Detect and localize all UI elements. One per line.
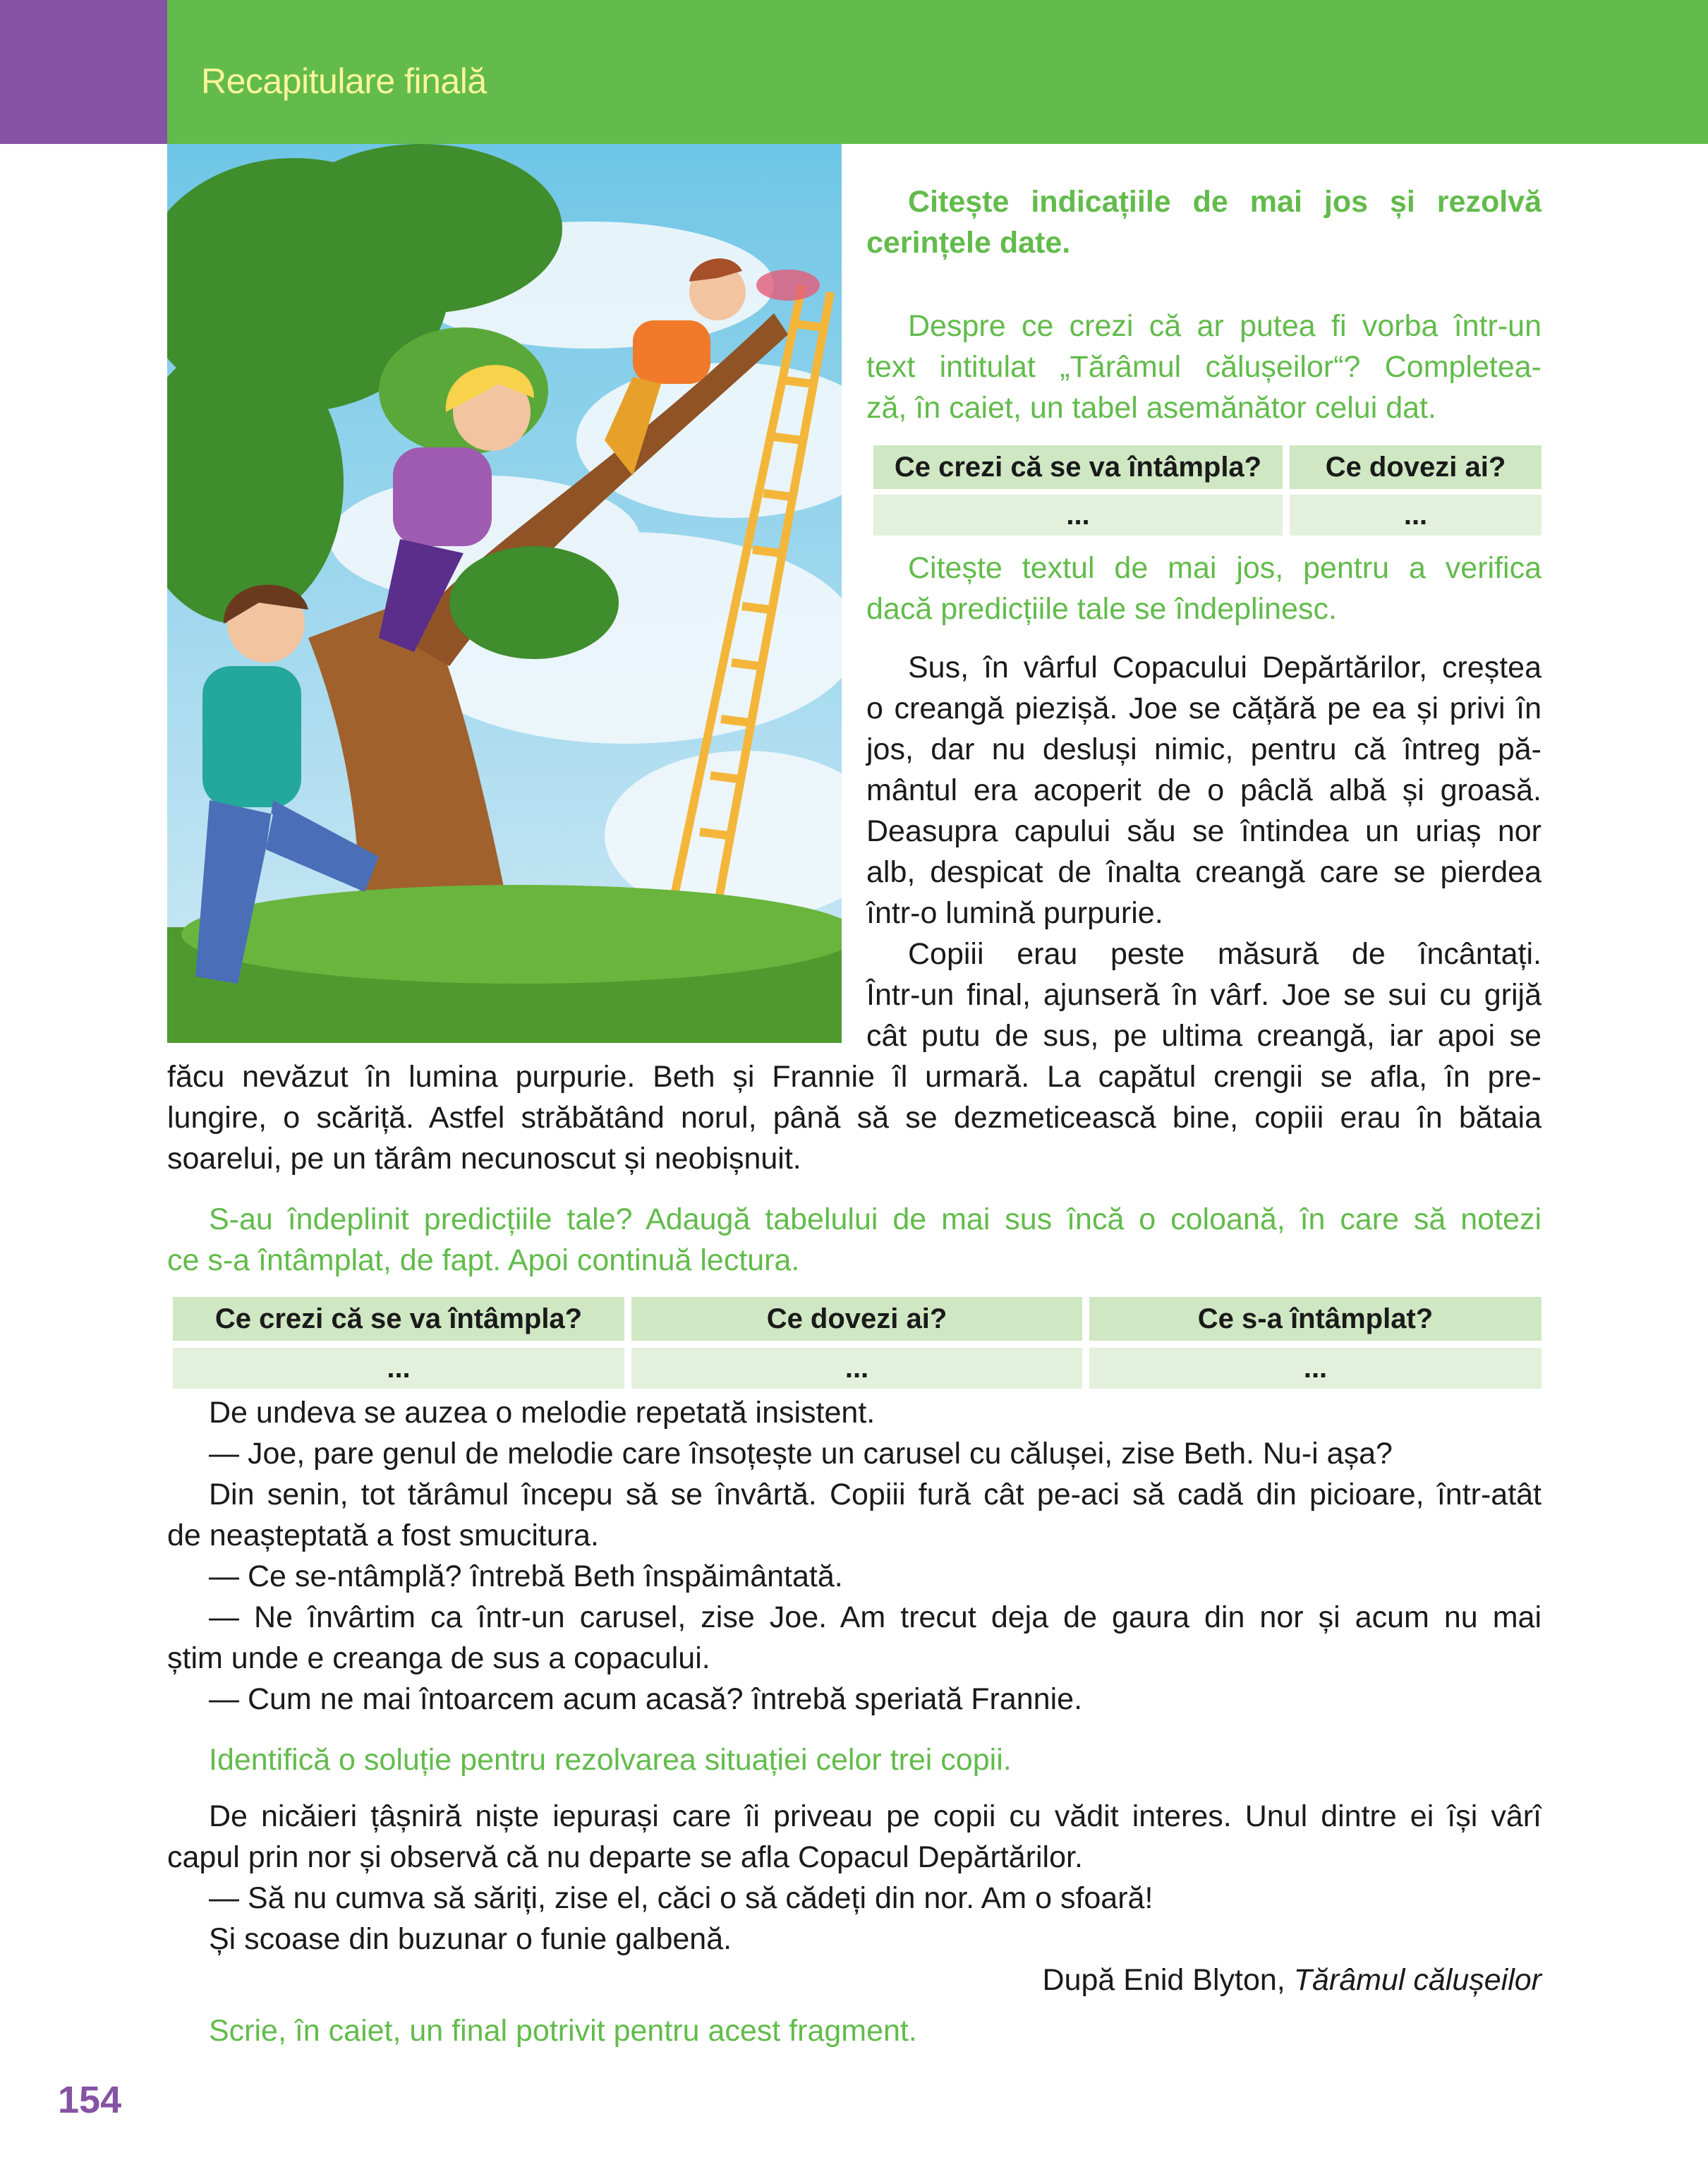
text-line: S-au îndeplinit predicțiile tale? Adaugă tabelului de mai sus încă o coloană, în care să notezi <box>209 1202 1542 1236</box>
text-line: Scrie, în caiet, un final potrivit pentru acest fragment. <box>209 2014 917 2048</box>
table-header-cell: Ce dovezi ai? <box>631 1297 1082 1341</box>
text-line: capul prin nor și observă că nu departe se afla Copacul Depărtărilor. <box>167 1840 1083 1874</box>
attribution-author: După Enid Blyton, <box>1042 1963 1294 1997</box>
text-line: știm unde e creanga de sus a copacului. <box>167 1641 710 1675</box>
text-line: dacă predicțiile tale se îndeplinesc. <box>866 592 1337 626</box>
text-line: Din senin, tot tărâmul începu să se învârtă. Copiii fură cât pe-aci să cadă din picioare, într-atât <box>209 1478 1542 1511</box>
text-line: — Cum ne mai întoarcem acum acasă? întrebă speriată Frannie. <box>209 1682 1083 1716</box>
table-header-cell: Ce crezi că se va întâmpla? <box>873 445 1283 489</box>
text-line: De undeva se auzea o melodie repetată insistent. <box>209 1396 876 1430</box>
illustration-children-climbing-tree <box>167 144 842 1043</box>
text-line: Citește textul de mai jos, pentru a verifica <box>908 551 1542 585</box>
text-line: De nicăieri țâșniră niște iepurași care îi priveau pe copii cu vădit interes. Unul dintre ei își vârî <box>209 1799 1542 1833</box>
text-line: text intitulat „Tărâmul călușeilor“? Completea- <box>866 350 1542 384</box>
table-cell: ... <box>1089 1348 1542 1389</box>
table-row <box>173 1348 1542 1389</box>
text-line: ză, în caiet, un tabel asemănător celui dat. <box>866 391 1436 425</box>
text-line: de neașteptată a fost smucitura. <box>167 1519 599 1552</box>
text-line: alb, despicat de înalta creangă care se pierdea <box>866 855 1542 889</box>
page-number: 154 <box>58 2079 122 2121</box>
prediction-table-extended <box>173 1297 1542 1389</box>
story-paragraph-1-continued <box>167 1056 1542 1179</box>
text-line: făcu nevăzut în lumina purpurie. Beth și Frannie îl urmară. La capătul crengii se afla, în pre- <box>167 1060 1542 1094</box>
text-line: Identifică o soluție pentru rezolvarea situației celor trei copii. <box>209 1743 1012 1777</box>
text-line: jos, dar nu desluși nimic, pentru că întreg pă- <box>866 732 1542 766</box>
text-line: Despre ce crezi că ar putea fi vorba într-un <box>908 309 1542 343</box>
text-line: cerințele date. <box>866 226 1071 260</box>
text-line: Și scoase din buzunar o funie galbenă. <box>209 1922 732 1956</box>
text-line: o creangă piezișă. Joe se cățără pe ea și privi în <box>866 692 1542 725</box>
text-line: Copiii erau peste măsură de încântați. <box>908 937 1542 971</box>
instruction-check <box>167 1199 1542 1281</box>
text-line: Într-un final, ajunseră în vârf. Joe se sui cu grijă <box>866 978 1542 1012</box>
table-cell: ... <box>873 495 1283 536</box>
table-cell: ... <box>173 1348 624 1389</box>
instruction-verify <box>866 548 1542 629</box>
text-line: Citește indicațiile de mai jos și rezolvă <box>908 185 1542 219</box>
instruction-ending <box>167 2010 1542 2051</box>
story-paragraph-1 <box>866 647 1542 1056</box>
text-line: cât putu de sus, pe ultima creangă, iar apoi se <box>866 1019 1542 1053</box>
page-title: Recapitulare finală <box>201 61 487 101</box>
text-line: Deasupra capului său se întindea un uriaș nor <box>866 814 1542 848</box>
text-line: lungire, o scăriță. Astfel străbătând norul, până să se dezmeticească bine, copiii erau în bătaia <box>167 1101 1542 1135</box>
text-line: ce s-a întâmplat, de fapt. Apoi continuă lectura. <box>167 1243 800 1277</box>
table-cell: ... <box>631 1348 1082 1389</box>
instruction-solution <box>167 1739 1542 1780</box>
story-paragraph-2 <box>167 1392 1542 1720</box>
story-paragraph-3 <box>167 1796 1542 2000</box>
table-header-cell: Ce s-a întâmplat? <box>1089 1297 1542 1341</box>
table-header-cell: Ce crezi că se va întâmpla? <box>173 1297 624 1341</box>
text-line: într-o lumină purpurie. <box>866 896 1163 930</box>
attribution <box>167 1960 1542 2000</box>
instruction-intro <box>866 181 1542 263</box>
text-line: — Să nu cumva să săriți, zise el, căci o să cădeți din nor. Am o sfoară! <box>209 1881 1153 1915</box>
text-line: — Ce se-ntâmplă? întrebă Beth înspăimântată. <box>209 1559 843 1593</box>
text-line: soarelui, pe un tărâm necunoscut și neobișnuit. <box>167 1142 801 1176</box>
attribution-work-title: Tărâmul călușeilor <box>1293 1963 1542 1997</box>
prediction-table <box>873 445 1542 536</box>
text-line: mântul era acoperit de o pâclă albă și groasă. <box>866 773 1542 807</box>
text-line: Sus, în vârful Copacului Depărtărilor, creștea <box>908 651 1542 684</box>
table-header-row <box>173 1297 1542 1341</box>
text-line: — Joe, pare genul de melodie care însoțește un carusel cu călușei, zise Beth. Nu-i așa? <box>209 1437 1393 1471</box>
table-header-row <box>873 445 1542 489</box>
instruction-prediction <box>866 306 1542 428</box>
table-cell: ... <box>1290 495 1542 536</box>
chapter-tab <box>0 0 167 144</box>
text-line: — Ne învârtim ca într-un carusel, zise Joe. Am trecut deja de gaura din nor și acum nu mai <box>209 1600 1542 1634</box>
table-header-cell: Ce dovezi ai? <box>1290 445 1542 489</box>
table-row <box>873 495 1542 536</box>
